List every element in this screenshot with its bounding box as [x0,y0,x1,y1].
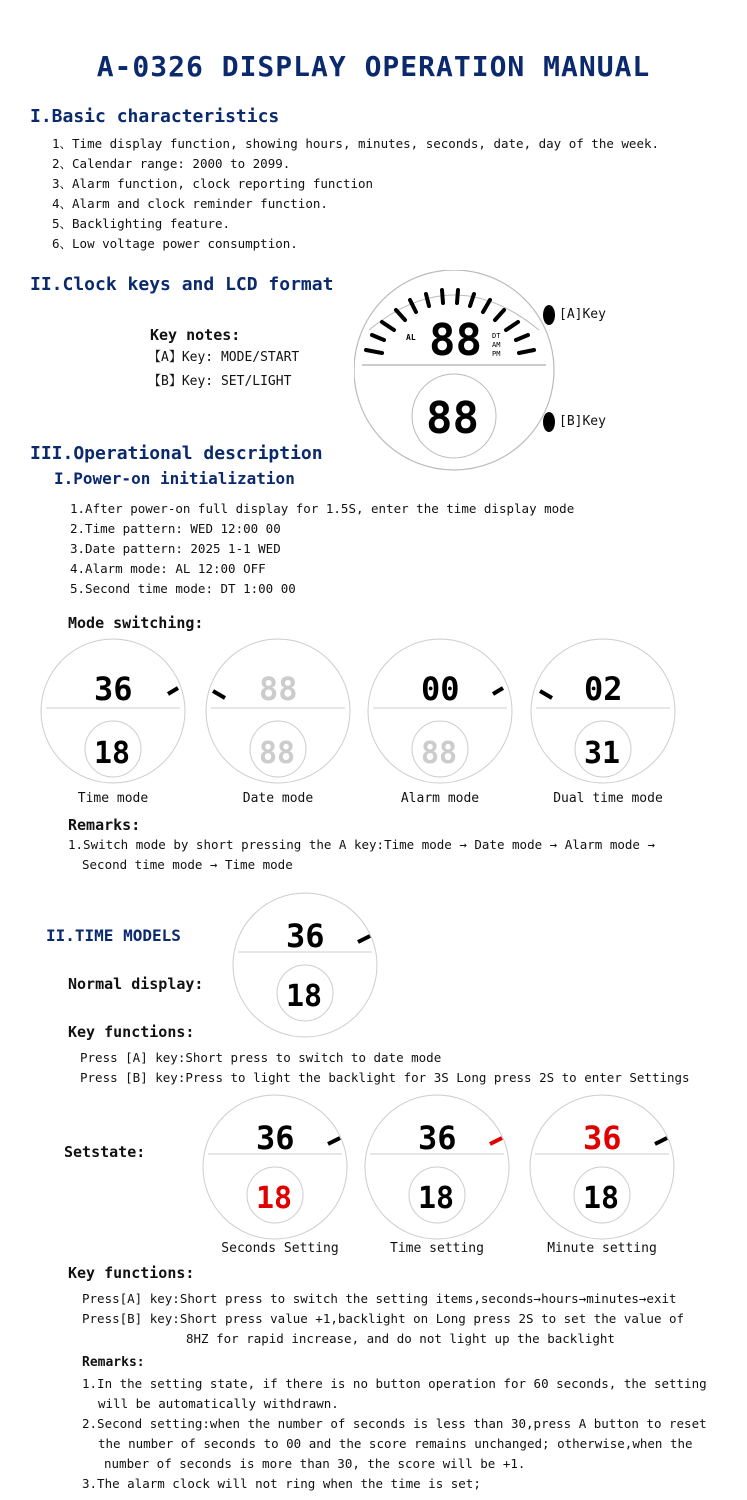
caption-minute-setting: Minute setting [547,1241,657,1256]
remarks-label: Remarks: [68,816,141,834]
section-keys-heading: II.Clock keys and LCD format [30,274,334,295]
key-notes-label: Key notes: [150,326,241,344]
svg-text:36: 36 [418,1119,457,1157]
setstate-clock-time [362,1092,512,1242]
remarks2-label: Remarks: [82,1355,145,1370]
svg-text:36: 36 [286,917,325,955]
al-label: AL [406,333,416,342]
basic-list [52,134,659,254]
list-item: 5.Second time mode: DT 1:00 00 [70,581,296,596]
remark-item: number of seconds is more than 30, the score will be +1. [104,1456,526,1471]
power-on-heading: I.Power-on initialization [54,469,295,488]
lcd-top-digits: 88 [429,315,482,366]
dt-label: DT [492,332,501,340]
caption-dual-mode: Dual time mode [553,791,663,806]
svg-text:36: 36 [94,670,133,708]
key-functions2-label: Key functions: [68,1264,195,1282]
svg-text:88: 88 [259,736,296,771]
key-b-note: 【B】Key: SET/LIGHT [148,374,292,389]
normal-display-label: Normal display: [68,975,204,993]
page-title: A-0326 DISPLAY OPERATION MANUAL [96,50,651,83]
svg-text:88: 88 [421,736,458,771]
caption-time-mode: Time mode [77,791,149,806]
list-item: 3.Date pattern: 2025 1-1 WED [70,541,281,556]
pm-label: PM [492,350,501,358]
press-a2-text: Press[A] key:Short press to switch the setting items,seconds→hours→minutes→exit [82,1291,677,1306]
mode-clock-dual [528,636,678,790]
list-item: 1.After power-on full display for 1.5S, enter the time display mode [70,501,575,516]
remark-item: 2.Second setting:when the number of seconds is less than 30,press A button to reset [82,1416,707,1431]
svg-text:88: 88 [259,670,298,708]
caption-seconds-setting: Seconds Setting [221,1241,339,1256]
svg-text:36: 36 [583,1119,622,1157]
lcd-diagram [354,270,614,480]
svg-text:18: 18 [286,979,323,1014]
setstate-clock-seconds [200,1092,350,1242]
caption-alarm-mode: Alarm mode [400,791,480,806]
mode-clock-time [38,636,188,790]
a-key-label: [A]Key [559,307,606,322]
b-key-label: [B]Key [559,414,606,429]
press-a-text: Press [A] key:Short press to switch to date mode [80,1050,442,1065]
setstate-label: Setstate: [64,1143,146,1161]
normal-display-clock [230,890,380,1040]
section-basic-heading: I.Basic characteristics [30,106,280,127]
time-models-heading: II.TIME MODELS [46,926,181,945]
svg-text:18: 18 [583,1181,620,1216]
list-item: 3、Alarm function, clock reporting function [52,176,374,191]
list-item: 6、Low voltage power consumption. [52,236,298,251]
list-item: 2、Calendar range: 2000 to 2099. [52,156,291,171]
remark-item: 3.The alarm clock will not ring when the time is set; [82,1476,481,1491]
svg-text:00: 00 [421,670,460,708]
list-item: 1、Time display function, showing hours, minutes, seconds, date, day of the week. [52,136,660,151]
list-item: 2.Time pattern: WED 12:00 00 [70,521,281,536]
mode-switching-label: Mode switching: [68,614,204,632]
key-a-note: 【A】Key: MODE/START [148,350,300,365]
key-functions-label: Key functions: [68,1023,195,1041]
setstate-clock-minute [527,1092,677,1242]
svg-text:02: 02 [584,670,623,708]
svg-text:36: 36 [256,1119,295,1157]
lcd-bottom-digits: 88 [426,393,479,444]
press-b2-text: Press[B] key:Short press value +1,backlight on Long press 2S to set the value of [82,1311,685,1326]
press-b-text: Press [B] key:Press to light the backlight for 3S Long press 2S to enter Settings [80,1070,690,1085]
caption-time-setting: Time setting [390,1241,484,1256]
am-label: AM [492,341,501,349]
b-key-button-icon [543,412,555,432]
svg-text:18: 18 [94,736,131,771]
remark-item: 1.In the setting state, if there is no button operation for 60 seconds, the setting [82,1376,707,1391]
svg-text:18: 18 [256,1181,293,1216]
section-operational-heading: III.Operational description [30,443,323,464]
mode-clock-date [203,636,353,790]
remark-item: the number of seconds to 00 and the score remains unchanged; otherwise,when the [98,1436,693,1451]
list-item: 4、Alarm and clock reminder function. [52,196,328,211]
press-b2-text-cont: 8HZ for rapid increase, and do not light up the backlight [186,1331,615,1346]
a-key-button-icon [543,305,555,325]
mode-clock-alarm [365,636,515,790]
caption-date-mode: Date mode [242,791,314,806]
list-item: 4.Alarm mode: AL 12:00 OFF [70,561,266,576]
svg-text:31: 31 [584,736,621,771]
svg-text:18: 18 [418,1181,455,1216]
remarks-line: Second time mode → Time mode [82,857,293,872]
list-item: 5、Backlighting feature. [52,216,231,231]
power-on-list [70,499,574,599]
remarks-line: 1.Switch mode by short pressing the A key:Time mode → Date mode → Alarm mode → [68,837,655,852]
remark-item: will be automatically withdrawn. [98,1396,339,1411]
